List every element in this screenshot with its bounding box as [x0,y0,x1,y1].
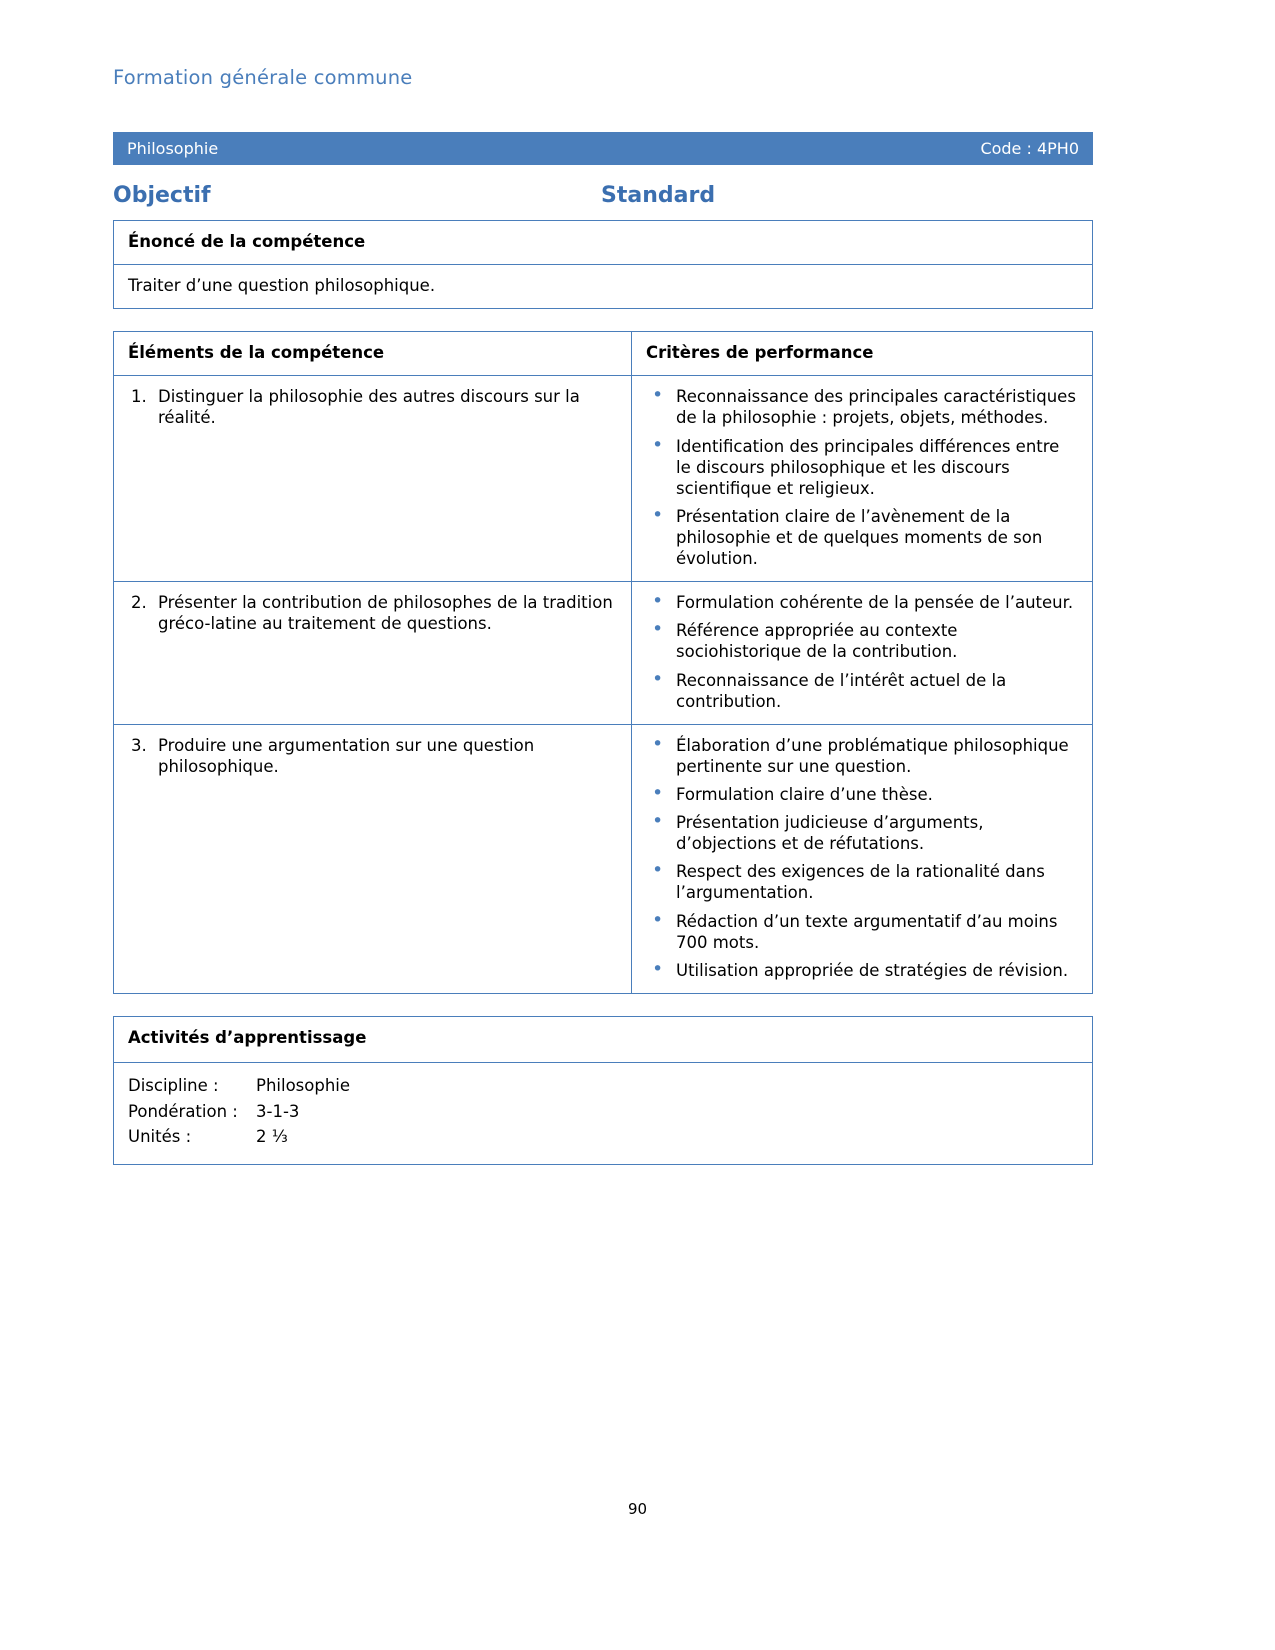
activities-section [113,1016,1093,1165]
list-item: • Reconnaissance des principales caractéristiques de la philosophie : projets, objets, méthodes. [672,386,1078,428]
page-number: 90 [627,1500,648,1518]
list-item: • Respect des exigences de la rationalité dans l’argumentation. [672,861,1078,903]
competence-text: Traiter d’une question philosophique. [114,265,1093,309]
list-item: • Référence appropriée au contexte sociohistorique de la contribution. [672,620,1078,662]
discipline-name: Philosophie [127,139,219,158]
table-row [114,265,1093,309]
page-content [113,0,1093,1187]
list-item: • Utilisation appropriée de stratégies de révision. [672,960,1078,981]
criteria-cell-1 [632,376,1093,582]
heading-objectif: Objectif [113,183,211,208]
criteria-list-1 [646,386,1078,569]
list-item: • Formulation claire d’une thèse. [672,784,1078,805]
list-item: 3. Produire une argumentation sur une question philosophique. [152,735,617,777]
list-item: • Présentation claire de l’avènement de la philosophie et de quelques moments de son évolution. [672,506,1078,569]
activity-label: Unités : [128,1127,192,1147]
list-item: • Rédaction d’un texte argumentatif d’au moins 700 mots. [672,911,1078,953]
table-row [114,582,1093,725]
activities-details [114,1062,1093,1164]
element-cell-3 [114,724,632,993]
element-list-2 [128,592,617,634]
activity-line-unites [128,1124,1078,1150]
list-item: • Reconnaissance de l’intérêt actuel de la contribution. [672,670,1078,712]
element-cell-2 [114,582,632,725]
competence-table [113,220,1093,309]
list-item: • Identification des principales différences entre le discours philosophique et les discours scientifique et religieux. [672,436,1078,499]
activity-value: 3-1-3 [256,1101,300,1121]
heading-standard: Standard [601,183,716,208]
list-item: • Formulation cohérente de la pensée de l’auteur. [672,592,1078,613]
criteria-list-3 [646,735,1078,981]
table-row [114,376,1093,582]
header-elements: Éléments de la compétence [114,332,632,376]
column-headings [113,183,1093,208]
table-row [114,724,1093,993]
activities-lines [128,1073,1078,1150]
activity-value: 2 ⅓ [256,1127,288,1147]
discipline-code: Code : 4PH0 [980,139,1079,158]
element-cell-1 [114,376,632,582]
activity-label: Pondération : [128,1101,238,1121]
activity-line-discipline [128,1073,1078,1099]
page-title: Formation générale commune [113,66,413,89]
list-item: 1. Distinguer la philosophie des autres discours sur la réalité. [152,386,617,428]
activity-line-ponderation [128,1099,1078,1125]
criteria-cell-3 [632,724,1093,993]
discipline-bar [113,132,1093,165]
element-list-1 [128,386,617,428]
activity-value: Philosophie [256,1075,351,1095]
criteria-cell-2 [632,582,1093,725]
table-row [114,221,1093,265]
activity-label: Discipline : [128,1075,219,1095]
header-criteria: Critères de performance [632,332,1093,376]
table-row [114,1016,1093,1062]
element-list-3 [128,735,617,777]
competence-heading: Énoncé de la compétence [114,221,1093,265]
criteria-list-2 [646,592,1078,712]
table-row [114,1062,1093,1164]
table-header-row [114,332,1093,376]
elements-criteria-table [113,331,1093,994]
list-item: • Présentation judicieuse d’arguments, d’objections et de réfutations. [672,812,1078,854]
list-item: 2. Présenter la contribution de philosophes de la tradition gréco-latine au traitement de questions. [152,592,617,634]
activities-table [113,1016,1093,1165]
list-item: • Élaboration d’une problématique philosophique pertinente sur une question. [672,735,1078,777]
activities-heading: Activités d’apprentissage [114,1016,1093,1062]
